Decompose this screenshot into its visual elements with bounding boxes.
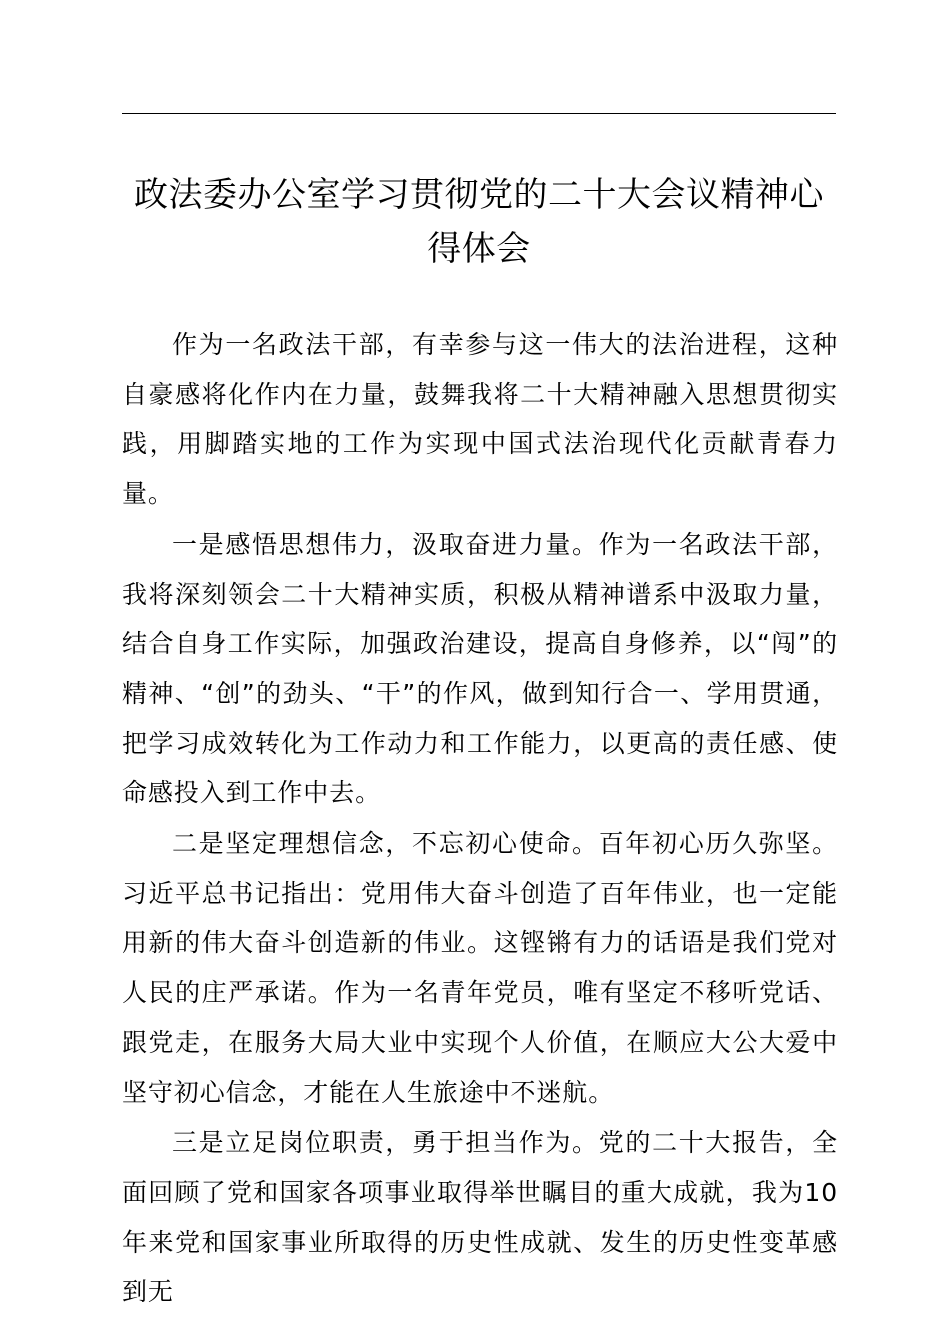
paragraph-point-one: 一是感悟思想伟力，汲取奋进力量。作为一名政法干部，我将深刻领会二十大精神实质，积极从精神谱系中汲取力量，结合自身工作实际，加强政治建设，提高自身修养，以“闯”的精神、“创”的劲头、“干”的作风，做到知行合一、学用贯通，把学习成效转化为工作动力和工作能力，以更高的责任感、使命感投入到工作中去。 bbox=[122, 529, 838, 808]
header-rule bbox=[122, 113, 836, 114]
paragraph-intro: 作为一名政法干部，有幸参与这一伟大的法治进程，这种自豪感将化作内在力量，鼓舞我将二十大精神融入思想贯彻实践，用脚踏实地的工作为实现中国式法治现代化贡献青春力量。 bbox=[122, 330, 838, 509]
paragraph-point-two: 二是坚定理想信念，不忘初心使命。百年初心历久弥坚。习近平总书记指出：党用伟大奋斗创造了百年伟业，也一定能用新的伟大奋斗创造新的伟业。这铿锵有力的话语是我们党对人民的庄严承诺。作为一名青年党员，唯有坚定不移听党话、跟党走，在服务大局大业中实现个人价值，在顺应大公大爱中坚守初心信念，才能在人生旅途中不迷航。 bbox=[122, 829, 838, 1107]
paragraph-point-three: 三是立足岗位职责，勇于担当作为。党的二十大报告，全面回顾了党和国家各项事业取得举世瞩目的重大成就，我为10年来党和国家事业所取得的历史性成就、发生的历史性变革感到无 bbox=[122, 1128, 838, 1307]
document-body bbox=[122, 320, 838, 1318]
document-title: 政法委办公室学习贯彻党的二十大会议精神心得体会 bbox=[134, 175, 824, 269]
